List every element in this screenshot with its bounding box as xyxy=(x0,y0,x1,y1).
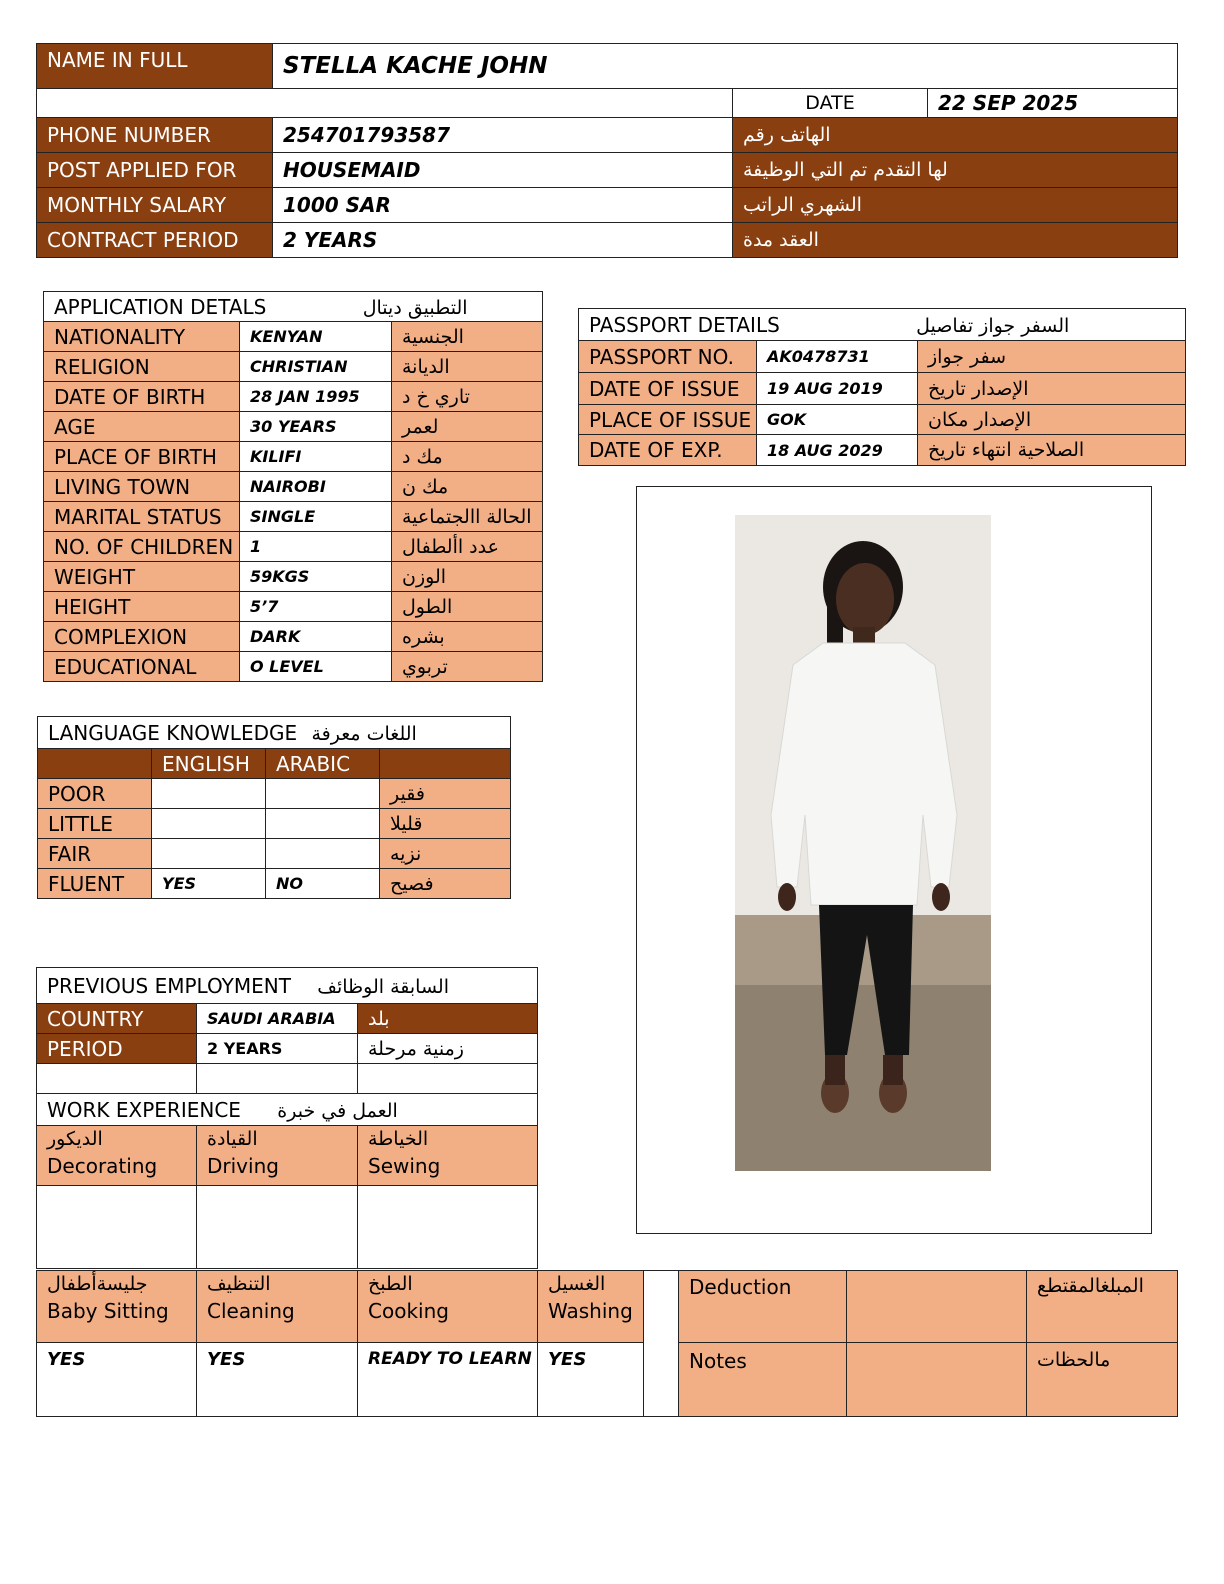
fair-label: FAIR xyxy=(38,839,152,869)
skill-driving-ar: القيادة xyxy=(207,1128,258,1150)
period-label: PERIOD xyxy=(37,1034,197,1064)
cooking-value: READY TO LEARN xyxy=(358,1343,538,1417)
skill-babysitting-en: Baby Sitting xyxy=(47,1299,169,1323)
age-value: 30 YEARS xyxy=(240,412,392,442)
skill-decorating-value xyxy=(37,1186,197,1269)
skill-decorating-ar: الديكور xyxy=(47,1128,103,1150)
marital-value: SINGLE xyxy=(240,502,392,532)
skill-cooking-en: Cooking xyxy=(368,1299,449,1323)
notes-value xyxy=(847,1343,1027,1417)
weight-value: 59KGS xyxy=(240,562,392,592)
skill-cleaning-en: Cleaning xyxy=(207,1299,295,1323)
skills-deduction-table xyxy=(36,1270,1178,1417)
little-english xyxy=(152,809,266,839)
nationality-arabic: الجنسية xyxy=(392,322,543,352)
height-label: HEIGHT xyxy=(44,592,240,622)
post-value: HOUSEMAID xyxy=(273,153,733,188)
application-table xyxy=(43,291,543,682)
religion-value: CHRISTIAN xyxy=(240,352,392,382)
salary-value: 1000 SAR xyxy=(273,188,733,223)
children-arabic: عدد األطفال xyxy=(392,532,543,562)
exp-date-value: 18 AUG 2029 xyxy=(757,435,918,466)
passport-table xyxy=(578,308,1186,466)
poor-arabic-level xyxy=(266,779,380,809)
country-value: SAUDI ARABIA xyxy=(197,1004,358,1034)
education-arabic: تربوي xyxy=(392,652,543,682)
deduction-arabic: المبلغالمقتطع xyxy=(1027,1271,1178,1343)
language-title-ar: اللغات معرفة xyxy=(311,722,417,745)
name-value: STELLA KACHE JOHN xyxy=(273,44,1178,89)
notes-label: Notes xyxy=(679,1343,847,1417)
poor-arabic: فقير xyxy=(380,779,511,809)
work-exp-title xyxy=(37,1094,538,1126)
skill-washing xyxy=(538,1271,644,1343)
salary-label: MONTHLY SALARY xyxy=(37,188,273,223)
living-town-arabic: مك ن xyxy=(392,472,543,502)
passport-title xyxy=(579,309,1186,341)
religion-label: RELIGION xyxy=(44,352,240,382)
education-label: EDUCATIONAL xyxy=(44,652,240,682)
col-arabic: ARABIC xyxy=(266,749,380,779)
little-arabic-level xyxy=(266,809,380,839)
contract-label: CONTRACT PERIOD xyxy=(37,223,273,258)
cleaning-value: YES xyxy=(197,1343,358,1417)
issue-date-arabic: الإصدار تاريخ xyxy=(918,373,1186,405)
col-english: ENGLISH xyxy=(152,749,266,779)
language-title xyxy=(38,717,511,749)
passport-no-value: AK0478731 xyxy=(757,341,918,373)
date-label: DATE xyxy=(733,89,928,118)
skill-washing-en: Washing xyxy=(548,1299,633,1323)
pob-value: KILIFI xyxy=(240,442,392,472)
post-label: POST APPLIED FOR xyxy=(37,153,273,188)
skill-sewing xyxy=(358,1126,538,1186)
skill-cleaning xyxy=(197,1271,358,1343)
skill-cleaning-ar: التنظيف xyxy=(207,1273,271,1295)
spacer-cell xyxy=(644,1271,679,1417)
passport-title-en: PASSPORT DETAILS xyxy=(589,312,780,337)
phone-arabic: الهاتف رقم xyxy=(733,118,1178,153)
passport-title-ar: السفر جواز تفاصيل xyxy=(916,314,1070,337)
skill-cooking-ar: الطبخ xyxy=(368,1273,413,1295)
complexion-value: DARK xyxy=(240,622,392,652)
exp-date-arabic: الصلاحية انتهاء تاريخ xyxy=(918,435,1186,466)
fluent-arabic-level: NO xyxy=(266,869,380,899)
applicant-photo xyxy=(735,515,991,1171)
application-title-en: APPLICATION DETALS xyxy=(54,294,267,319)
little-label: LITTLE xyxy=(38,809,152,839)
pob-label: PLACE OF BIRTH xyxy=(44,442,240,472)
employment-blank-3 xyxy=(358,1064,538,1094)
issue-place-arabic: الإصدار مكان xyxy=(918,405,1186,435)
poor-label: POOR xyxy=(38,779,152,809)
skill-babysitting-ar: جليسةأطفال xyxy=(47,1273,148,1295)
country-label: COUNTRY xyxy=(37,1004,197,1034)
skill-cooking xyxy=(358,1271,538,1343)
deduction-label: Deduction xyxy=(679,1271,847,1343)
poor-english xyxy=(152,779,266,809)
living-town-label: LIVING TOWN xyxy=(44,472,240,502)
issue-date-label: DATE OF ISSUE xyxy=(579,373,757,405)
period-arabic: زمنية مرحلة xyxy=(358,1034,538,1064)
issue-date-value: 19 AUG 2019 xyxy=(757,373,918,405)
employment-title xyxy=(37,968,538,1004)
name-label: NAME IN FULL xyxy=(37,44,273,89)
babysitting-value: YES xyxy=(37,1343,197,1417)
issue-place-value: GOK xyxy=(757,405,918,435)
skill-decorating-en: Decorating xyxy=(47,1154,158,1178)
language-blank-header-2 xyxy=(380,749,511,779)
pob-arabic: مك د xyxy=(392,442,543,472)
fluent-english: YES xyxy=(152,869,266,899)
fluent-label: FLUENT xyxy=(38,869,152,899)
marital-label: MARITAL STATUS xyxy=(44,502,240,532)
work-exp-title-ar: العمل في خبرة xyxy=(277,1099,398,1122)
application-title xyxy=(44,292,543,322)
passport-no-arabic: سفر جواز xyxy=(918,341,1186,373)
fair-arabic: نزيه xyxy=(380,839,511,869)
children-value: 1 xyxy=(240,532,392,562)
skill-driving-value xyxy=(197,1186,358,1269)
phone-value: 254701793587 xyxy=(273,118,733,153)
employment-title-ar: السابقة الوظائف xyxy=(317,975,449,998)
photo-frame xyxy=(636,486,1152,1234)
contract-value: 2 YEARS xyxy=(273,223,733,258)
age-label: AGE xyxy=(44,412,240,442)
skill-washing-ar: الغسيل xyxy=(548,1273,606,1295)
nationality-value: KENYAN xyxy=(240,322,392,352)
weight-label: WEIGHT xyxy=(44,562,240,592)
marital-arabic: الحالة االجتماعية xyxy=(392,502,543,532)
children-label: NO. OF CHILDREN xyxy=(44,532,240,562)
applicant-photo-illustration xyxy=(735,515,991,1171)
little-arabic: قليلا xyxy=(380,809,511,839)
living-town-value: NAIROBI xyxy=(240,472,392,502)
application-title-ar: التطبيق ديتال xyxy=(362,296,468,319)
language-title-en: LANGUAGE KNOWLEDGE xyxy=(48,720,298,745)
date-value: 22 SEP 2025 xyxy=(928,89,1178,118)
nationality-label: NATIONALITY xyxy=(44,322,240,352)
skill-babysitting xyxy=(37,1271,197,1343)
deduction-value xyxy=(847,1271,1027,1343)
religion-arabic: الديانة xyxy=(392,352,543,382)
washing-value: YES xyxy=(538,1343,644,1417)
period-value: 2 YEARS xyxy=(197,1034,358,1064)
skill-decorating xyxy=(37,1126,197,1186)
skill-sewing-ar: الخياطة xyxy=(368,1128,429,1150)
skill-sewing-value xyxy=(358,1186,538,1269)
age-arabic: لعمر xyxy=(392,412,543,442)
employment-title-en: PREVIOUS EMPLOYMENT xyxy=(47,973,291,998)
language-table xyxy=(37,716,511,899)
employment-blank-2 xyxy=(197,1064,358,1094)
contract-arabic: العقد مدة xyxy=(733,223,1178,258)
country-arabic: بلد xyxy=(358,1004,538,1034)
skill-driving xyxy=(197,1126,358,1186)
complexion-arabic: بشره xyxy=(392,622,543,652)
skill-sewing-en: Sewing xyxy=(368,1154,441,1178)
employment-blank-1 xyxy=(37,1064,197,1094)
fair-english xyxy=(152,839,266,869)
weight-arabic: الوزن xyxy=(392,562,543,592)
phone-label: PHONE NUMBER xyxy=(37,118,273,153)
fair-arabic-level xyxy=(266,839,380,869)
complexion-label: COMPLEXION xyxy=(44,622,240,652)
skill-driving-en: Driving xyxy=(207,1154,279,1178)
education-value: O LEVEL xyxy=(240,652,392,682)
header-table xyxy=(36,43,1178,258)
blank-cell xyxy=(37,89,733,118)
height-arabic: الطول xyxy=(392,592,543,622)
dob-label: DATE OF BIRTH xyxy=(44,382,240,412)
passport-no-label: PASSPORT NO. xyxy=(579,341,757,373)
issue-place-label: PLACE OF ISSUE xyxy=(579,405,757,435)
notes-arabic: مالحظات xyxy=(1027,1343,1178,1417)
post-arabic: لها التقدم تم التي الوظيفة xyxy=(733,153,1178,188)
height-value: 5’7 xyxy=(240,592,392,622)
exp-date-label: DATE OF EXP. xyxy=(579,435,757,466)
dob-arabic: تاري خ د xyxy=(392,382,543,412)
employment-table xyxy=(36,967,538,1269)
dob-value: 28 JAN 1995 xyxy=(240,382,392,412)
language-blank-header xyxy=(38,749,152,779)
fluent-arabic: فصيح xyxy=(380,869,511,899)
work-exp-title-en: WORK EXPERIENCE xyxy=(47,1097,241,1122)
salary-arabic: الشهري الراتب xyxy=(733,188,1178,223)
